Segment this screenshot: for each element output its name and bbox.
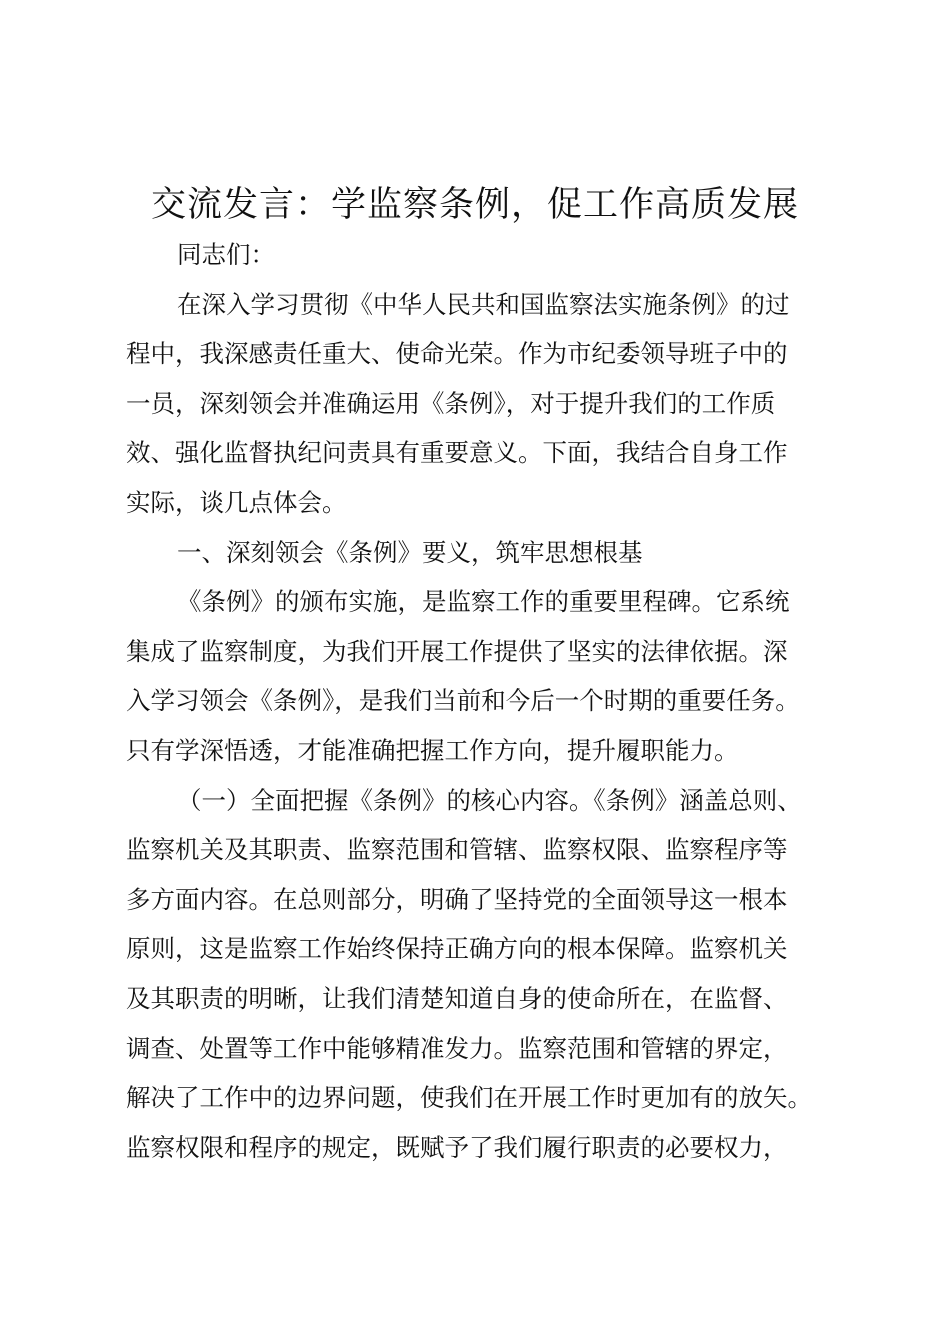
paragraph-line: 多方面内容。在总则部分，明确了坚持党的全面领导这一根本 xyxy=(126,884,788,914)
paragraph-line: 只有学深悟透，才能准确把握工作方向，提升履职能力。 xyxy=(126,735,739,765)
paragraph-line: （一）全面把握《条例》的核心内容。《条例》涵盖总则、 xyxy=(177,785,802,815)
paragraph-line: 及其职责的明晰，让我们清楚知道自身的使命所在，在监督、 xyxy=(126,983,788,1013)
paragraph-line: 程中，我深感责任重大、使命光荣。作为市纪委领导班子中的 xyxy=(126,339,788,369)
document-body xyxy=(126,230,836,1172)
paragraph-line: 实际，谈几点体会。 xyxy=(126,487,347,517)
section-heading: 一、深刻领会《条例》要义，筑牢思想根基 xyxy=(177,537,643,567)
paragraph-line: 原则，这是监察工作始终保持正确方向的根本保障。监察机关 xyxy=(126,934,788,964)
paragraph-line: 在深入学习贯彻《中华人民共和国监察法实施条例》的过 xyxy=(177,289,790,319)
paragraph-line: 调查、处置等工作中能够精准发力。监察范围和管辖的界定， xyxy=(126,1033,788,1063)
paragraph-line: 入学习领会《条例》，是我们当前和今后一个时期的重要任务。 xyxy=(126,686,800,716)
paragraph-line: 解决了工作中的边界问题，使我们在开展工作时更加有的放矢。 xyxy=(126,1083,812,1113)
document-title: 交流发言：学监察条例，促工作高质发展 xyxy=(150,185,799,225)
paragraph-line: 监察权限和程序的规定，既赋予了我们履行职责的必要权力， xyxy=(126,1132,788,1162)
paragraph-line: 效、强化监督执纪问责具有重要意义。下面，我结合自身工作 xyxy=(126,438,788,468)
paragraph-line: 一员，深刻领会并准确运用《条例》，对于提升我们的工作质 xyxy=(126,388,776,418)
salutation: 同志们： xyxy=(177,240,275,269)
paragraph-line: 集成了监察制度，为我们开展工作提供了坚实的法律依据。深 xyxy=(126,636,788,666)
paragraph-line: 《条例》的颁布实施，是监察工作的重要里程碑。它系统 xyxy=(177,587,790,617)
paragraph-line: 监察机关及其职责、监察范围和管辖、监察权限、监察程序等 xyxy=(126,835,788,865)
